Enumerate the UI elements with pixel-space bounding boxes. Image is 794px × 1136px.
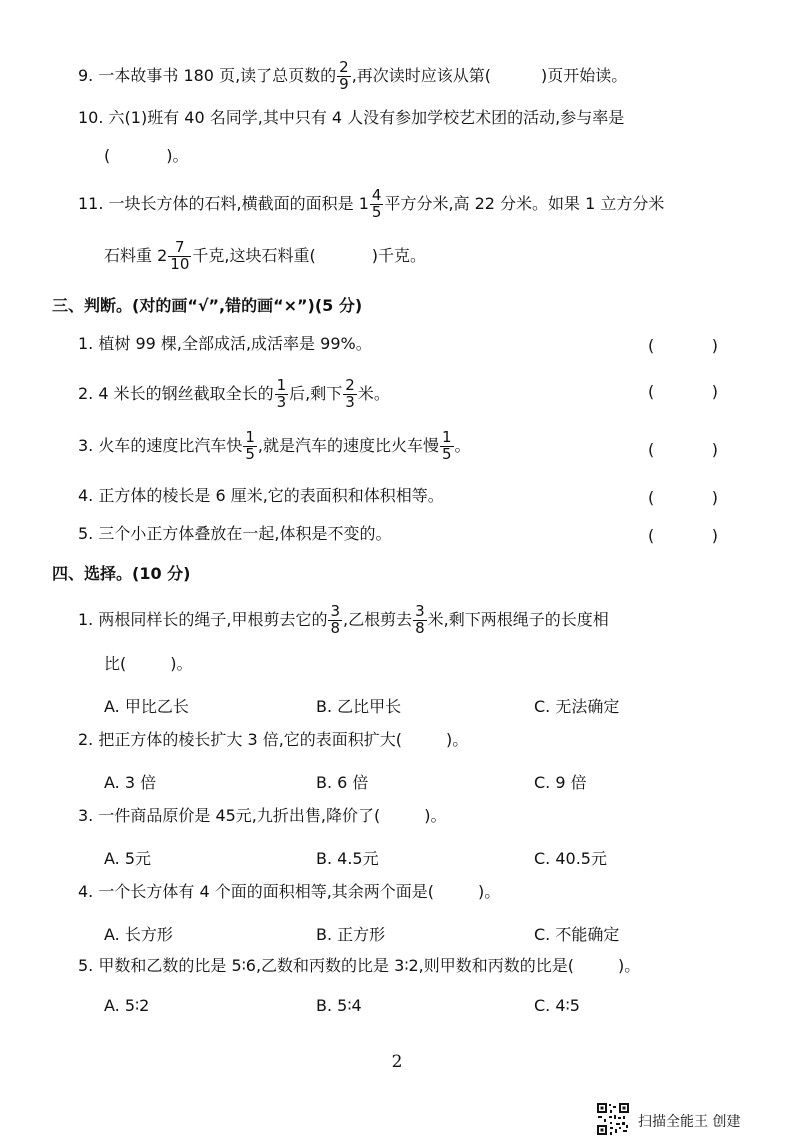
choice-1-line2: 比( )。 <box>104 654 193 673</box>
choice-5: 5. 甲数和乙数的比是 5∶6,乙数和丙数的比是 3∶2,则甲数和丙数的比是( )。 <box>78 956 641 975</box>
c3-option-a[interactable]: A. 5元 <box>104 849 152 868</box>
judge-2-fraction-1: $\frac{1}{3}$ <box>276 376 287 411</box>
q9-fraction: $\frac{2}{9}$ <box>339 58 349 93</box>
c2-option-a[interactable]: A. 3 倍 <box>104 773 157 792</box>
judge-item-1: 1. 植树 99 棵,全部成活,成活率是 99%。 <box>78 334 372 353</box>
c1-option-b[interactable]: B. 乙比甲长 <box>316 697 402 716</box>
c1-option-c[interactable]: C. 无法确定 <box>534 697 620 716</box>
page-number: 2 <box>391 1052 403 1072</box>
c1-fraction-1: $\frac{3}{8}$ <box>330 602 340 637</box>
judge-item-2: 2. 4 米长的钢丝截取全长的 $\frac{1}{3}$ 后,剩下 $\frac{2}{3}$ 米。 <box>78 376 390 411</box>
judge-4-answer[interactable]: ( ) <box>648 488 718 507</box>
choice-2: 2. 把正方体的棱长扩大 3 倍,它的表面积扩大( )。 <box>78 730 469 749</box>
judge-item-4: 4. 正方体的棱长是 6 厘米,它的表面积和体积相等。 <box>78 486 444 505</box>
c1-option-a[interactable]: A. 甲比乙长 <box>104 697 189 716</box>
judge-2-answer[interactable]: ( ) <box>648 382 718 401</box>
question-11-line2: 石料重 2 $\frac{7}{10}$ 千克,这块石料重( )千克。 <box>104 238 426 273</box>
c2-option-c[interactable]: C. 9 倍 <box>534 773 587 792</box>
section-3-title: 三、判断。(对的画“√”,错的画“×”)(5 分) <box>52 296 363 315</box>
question-10: 10. 六(1)班有 40 名同学,其中只有 4 人没有参加学校艺术团的活动,参与率是 <box>78 108 625 127</box>
c3-option-c[interactable]: C. 40.5元 <box>534 849 607 868</box>
scanner-brand-text: 扫描全能王 创建 <box>638 1114 741 1130</box>
judge-2-fraction-2: $\frac{2}{3}$ <box>345 376 355 411</box>
c1-fraction-2: $\frac{3}{8}$ <box>415 602 425 637</box>
c5-option-c[interactable]: C. 4∶5 <box>534 996 580 1015</box>
judge-3-answer[interactable]: ( ) <box>648 440 718 459</box>
q11-fraction-2: $\frac{7}{10}$ <box>170 238 190 273</box>
c4-option-c[interactable]: C. 不能确定 <box>534 925 620 944</box>
judge-3-fraction-1: $\frac{1}{5}$ <box>245 428 255 463</box>
q9-text: 9. 一本故事书 180 页,读了总页数的 <box>78 65 337 85</box>
question-9: 9. 一本故事书 180 页,读了总页数的 $\frac{2}{9}$ ,再次读时应该从第( )页开始读。 <box>78 58 628 93</box>
choice-4: 4. 一个长方体有 4 个面的面积相等,其余两个面是( )。 <box>78 882 501 901</box>
judge-item-3: 3. 火车的速度比汽车快 $\frac{1}{5}$ ,就是汽车的速度比火车慢 $\frac{1}{5}$ 。 <box>78 428 471 463</box>
judge-item-5: 5. 三个小正方体叠放在一起,体积是不变的。 <box>78 524 392 543</box>
question-10-answer: ( )。 <box>104 146 189 165</box>
choice-1: 1. 两根同样长的绳子,甲根剪去它的 $\frac{3}{8}$ ,乙根剪去 $\frac{3}{8}$ 米,剩下两根绳子的长度相 <box>78 602 609 637</box>
c2-option-b[interactable]: B. 6 倍 <box>316 773 369 792</box>
question-11: 11. 一块长方体的石料,横截面的面积是 1 $\frac{4}{5}$ 平方分米,高 22 分米。如果 1 立方分米 <box>78 186 665 221</box>
choice-3: 3. 一件商品原价是 45元,九折出售,降价了( )。 <box>78 806 447 825</box>
c5-option-a[interactable]: A. 5∶2 <box>104 996 150 1015</box>
qr-code-icon <box>596 1102 630 1136</box>
judge-3-fraction-2: $\frac{1}{5}$ <box>442 428 452 463</box>
judge-5-answer[interactable]: ( ) <box>648 526 718 545</box>
c3-option-b[interactable]: B. 4.5元 <box>316 849 379 868</box>
section-4-title: 四、选择。(10 分) <box>52 564 191 583</box>
c4-option-a[interactable]: A. 长方形 <box>104 925 173 944</box>
judge-1-answer[interactable]: ( ) <box>648 336 718 355</box>
q11-fraction-1: $\frac{4}{5}$ <box>371 186 382 221</box>
c4-option-b[interactable]: B. 正方形 <box>316 925 386 944</box>
c5-option-b[interactable]: B. 5∶4 <box>316 996 362 1015</box>
